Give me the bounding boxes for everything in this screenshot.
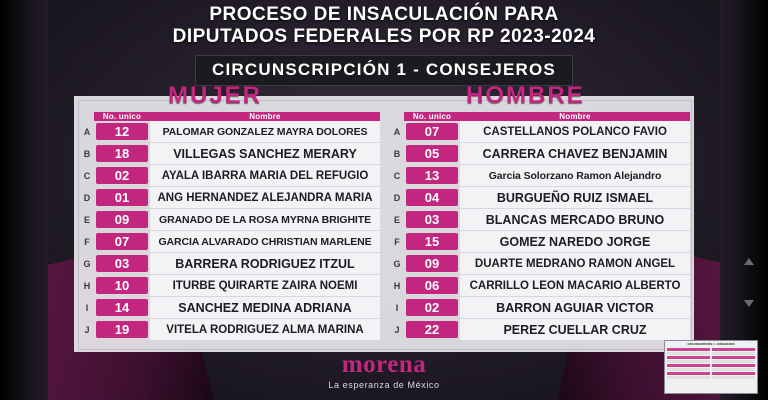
row-number-cell [94, 231, 150, 253]
row-name: AYALA IBARRA MARIA DEL REFUGIO [150, 165, 380, 187]
row-number-chip: 07 [96, 233, 148, 250]
row-letter: H [83, 280, 91, 291]
table-row [390, 231, 690, 253]
table-header-row [390, 112, 690, 121]
women-table [80, 112, 380, 341]
table-row [390, 275, 690, 297]
row-letter: B [83, 148, 91, 159]
thumbnail-row [667, 368, 710, 371]
thumbnail-row [712, 364, 755, 367]
row-name: BURGUEÑO RUIZ ISMAEL [460, 187, 690, 209]
row-number-cell [404, 275, 460, 297]
table-header-row [80, 112, 380, 121]
thumbnail-row [667, 352, 710, 355]
row-number-cell [404, 231, 460, 253]
row-number-chip: 09 [96, 211, 148, 228]
row-letter: I [395, 302, 399, 313]
row-number-chip: 13 [406, 167, 458, 184]
table-row [80, 231, 380, 253]
thumbnail-column-left [667, 348, 710, 380]
row-letter: J [84, 324, 90, 335]
row-name: ANG HERNANDEZ ALEJANDRA MARIA [150, 187, 380, 209]
row-name: Garcia Solorzano Ramon Alejandro [460, 165, 690, 187]
thumbnail-row [667, 364, 710, 367]
thumbnail-row [667, 348, 710, 351]
thumbnail-row [712, 356, 755, 359]
row-name: GRANADO DE LA ROSA MYRNA BRIGHITE [150, 209, 380, 231]
row-name: DUARTE MEDRANO RAMON ANGEL [460, 253, 690, 275]
table-row [80, 275, 380, 297]
table-row [80, 143, 380, 165]
row-number-cell [404, 209, 460, 231]
row-letter: E [393, 214, 400, 225]
morena-logo [0, 351, 768, 390]
row-number-chip: 01 [96, 189, 148, 206]
thumbnail-row [712, 368, 755, 371]
men-table-head [390, 112, 690, 121]
row-number-chip: 04 [406, 189, 458, 206]
logo-tagline: La esperanza de México [328, 380, 440, 390]
row-name: CARRILLO LEON MACARIO ALBERTO [460, 275, 690, 297]
row-letter: A [83, 126, 91, 137]
thumbnail-row [712, 376, 755, 379]
row-number-chip: 03 [96, 255, 148, 272]
table-row [80, 319, 380, 341]
slide-header [0, 4, 768, 86]
row-letter: H [393, 280, 401, 291]
row-number-chip: 09 [406, 255, 458, 272]
table-row [390, 187, 690, 209]
row-letter: B [393, 148, 401, 159]
row-name: BARRERA RODRIGUEZ ITZUL [150, 253, 380, 275]
header-number-men: No. unico [404, 112, 460, 121]
row-letter: C [393, 170, 401, 181]
row-number-cell [404, 187, 460, 209]
row-number-cell [94, 187, 150, 209]
table-row [390, 209, 690, 231]
thumbnail-row [667, 376, 710, 379]
row-letter: A [393, 126, 401, 137]
table-row [390, 297, 690, 319]
row-name: CARRERA CHAVEZ BENJAMIN [460, 143, 690, 165]
table-row [80, 253, 380, 275]
row-number-cell [94, 165, 150, 187]
row-letter: C [83, 170, 91, 181]
women-table-head [80, 112, 380, 121]
row-number-cell [404, 121, 460, 143]
row-name: GARCIA ALVARADO CHRISTIAN MARLENE [150, 231, 380, 253]
header-letter-spacer [390, 112, 404, 121]
header-name-women: Nombre [150, 112, 380, 121]
slide-edge-left [0, 0, 48, 400]
row-number-cell [404, 165, 460, 187]
row-number-cell [94, 121, 150, 143]
row-number-chip: 18 [96, 145, 148, 162]
thumbnail-title: CIRCUNSCRIPCIÓN 1 - CONSEJEROS [687, 343, 735, 346]
row-letter: F [394, 236, 400, 247]
page-title-line-1: PROCESO DE INSACULACIÓN PARA [209, 4, 559, 25]
scroll-up-icon[interactable] [744, 258, 754, 265]
row-name: VILLEGAS SANCHEZ MERARY [150, 143, 380, 165]
thumbnail-row [712, 360, 755, 363]
row-name: PALOMAR GONZALEZ MAYRA DOLORES [150, 121, 380, 143]
slide-thumbnail-preview[interactable] [664, 340, 758, 394]
column-heading-women: MUJER [168, 82, 263, 109]
row-letter: D [83, 192, 91, 203]
row-letter: E [83, 214, 90, 225]
table-row [80, 297, 380, 319]
men-table [390, 112, 690, 341]
header-number-women: No. unico [94, 112, 150, 121]
table-row [390, 319, 690, 341]
row-number-cell [94, 143, 150, 165]
row-letter: G [393, 258, 401, 269]
row-number-cell [94, 319, 150, 341]
row-name: SANCHEZ MEDINA ADRIANA [150, 297, 380, 319]
row-name: CASTELLANOS POLANCO FAVIO [460, 121, 690, 143]
row-number-chip: 10 [96, 277, 148, 294]
column-heading-men: HOMBRE [466, 82, 585, 109]
table-row [390, 143, 690, 165]
logo-name: morena [341, 351, 427, 378]
row-number-cell [404, 319, 460, 341]
table-row [390, 253, 690, 275]
row-name: VITELA RODRIGUEZ ALMA MARINA [150, 319, 380, 341]
row-letter: D [393, 192, 401, 203]
thumbnail-grid [665, 346, 757, 382]
table-row [80, 121, 380, 143]
thumbnail-row [667, 356, 710, 359]
row-number-chip: 22 [406, 321, 458, 338]
row-number-cell [94, 253, 150, 275]
row-number-chip: 15 [406, 233, 458, 250]
row-name: BARRON AGUIAR VICTOR [460, 297, 690, 319]
table-row [80, 187, 380, 209]
thumbnail-column-right [712, 348, 755, 380]
row-number-cell [94, 209, 150, 231]
thumbnail-row [712, 372, 755, 375]
row-name: ITURBE QUIRARTE ZAIRA NOEMI [150, 275, 380, 297]
thumbnail-row [667, 372, 710, 375]
men-table-wrapper [390, 112, 690, 341]
row-number-cell [404, 297, 460, 319]
row-number-chip: 19 [96, 321, 148, 338]
row-name: BLANCAS MERCADO BRUNO [460, 209, 690, 231]
row-number-chip: 03 [406, 211, 458, 228]
men-table-body [390, 121, 690, 341]
subtitle-badge: CIRCUNSCRIPCIÓN 1 - CONSEJEROS [195, 55, 573, 86]
row-letter: F [84, 236, 90, 247]
row-name: GOMEZ NAREDO JORGE [460, 231, 690, 253]
women-table-wrapper [80, 112, 380, 341]
row-number-chip: 12 [96, 123, 148, 140]
row-number-cell [404, 253, 460, 275]
row-number-chip: 02 [96, 167, 148, 184]
row-number-cell [94, 297, 150, 319]
table-row [390, 121, 690, 143]
thumbnail-row [667, 360, 710, 363]
row-letter: I [85, 302, 89, 313]
header-letter-spacer [80, 112, 94, 121]
thumbnail-row [712, 348, 755, 351]
header-name-men: Nombre [460, 112, 690, 121]
row-number-chip: 05 [406, 145, 458, 162]
table-row [390, 165, 690, 187]
scroll-down-icon[interactable] [744, 300, 754, 307]
thumbnail-row [712, 352, 755, 355]
table-row [80, 209, 380, 231]
row-number-cell [94, 275, 150, 297]
row-number-chip: 02 [406, 299, 458, 316]
row-letter: G [83, 258, 91, 269]
row-number-chip: 06 [406, 277, 458, 294]
row-letter: J [394, 324, 400, 335]
row-name: PEREZ CUELLAR CRUZ [460, 319, 690, 341]
women-table-body [80, 121, 380, 341]
page-title-line-2: DIPUTADOS FEDERALES POR RP 2023-2024 [172, 26, 596, 47]
table-row [80, 165, 380, 187]
row-number-chip: 07 [406, 123, 458, 140]
row-number-cell [404, 143, 460, 165]
row-number-chip: 14 [96, 299, 148, 316]
